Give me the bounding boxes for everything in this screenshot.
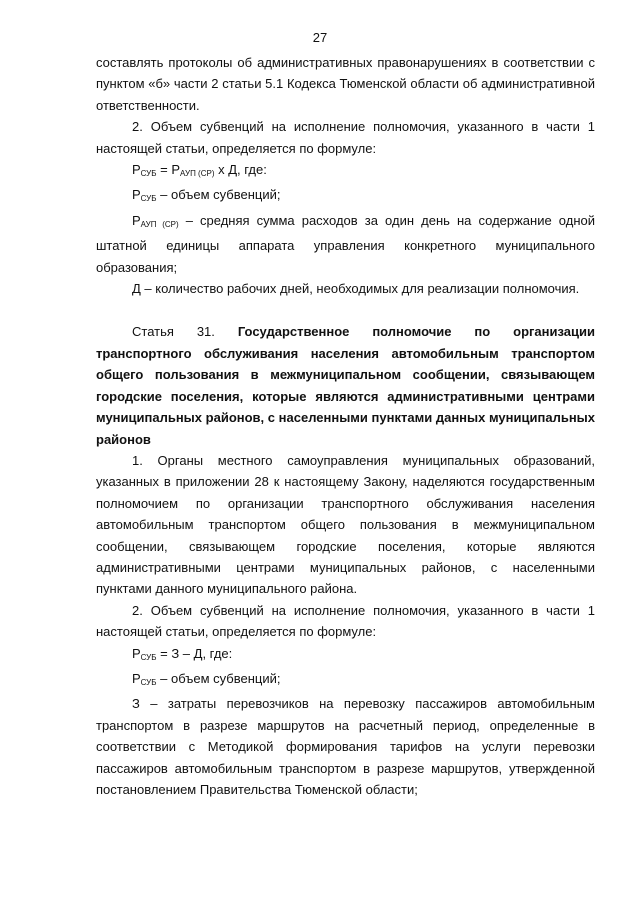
page-number: 27 [312, 30, 328, 45]
formula-lhs-subscript: СУБ [140, 169, 157, 179]
formula-article-30 [96, 159, 595, 184]
paragraph-subsidy-article-31: 2. Объем субвенций на исполнение полномочия, указанного в части 1 настоящей статьи, определяется по формуле: [96, 602, 595, 640]
article-title: Государственное полномочие по организации транспортного обслуживания населения автомобильным транспортом общего пользования в межмуниципальном сообщении, связывающем городские поселения, которые являются административными центрами муниципальных районов, с населенными пунктами данных муниципальных районов [96, 324, 595, 447]
definition-symbol: Р [132, 670, 141, 686]
section-gap [96, 299, 595, 321]
paragraph-organs: 1. Органы местного самоуправления муниципальных образований, указанных в приложении 28 к настоящему Закону, наделяются государственным полномочием по организации транспортного обслуживания населения автомобильным транспортом общего пользования в межмуниципальном сообщении, связывающем городские поселения, которые являются административными центрами муниципальных районов, с населенными пунктами данного муниципального района. [96, 452, 595, 597]
formula-eq: = Р [156, 162, 181, 178]
definition-text: – средняя сумма расходов за один день на содержание одной штатной единицы аппарата управления конкретного муниципального образования; [96, 212, 596, 275]
definition-symbol: Р [132, 212, 141, 228]
formula-rhs-subscript: АУП (СР) [180, 169, 215, 179]
article-heading [96, 321, 595, 449]
definition-psub [96, 184, 595, 209]
definition-paup [96, 210, 595, 278]
formula-lhs-subscript: СУБ [140, 652, 157, 662]
formula-lhs: Р [132, 645, 141, 661]
formula-lhs: Р [132, 162, 141, 178]
definition-psub-31 [96, 668, 595, 693]
definition-subscript: СУБ [140, 677, 157, 687]
article-label: Статья 31. [132, 324, 215, 340]
paragraph-subsidy-article-30: 2. Объем субвенций на исполнение полномочия, указанного в части 1 настоящей статьи, определяется по формуле: [96, 119, 595, 156]
definition-text: – количество рабочих дней, необходимых для реализации полномочия. [140, 281, 580, 297]
definition-subscript: АУП (СР) [140, 219, 179, 229]
definition-symbol: Р [132, 187, 141, 203]
definition-days [96, 278, 595, 299]
formula-article-31 [96, 643, 595, 668]
formula-tail: = З – Д, где: [156, 645, 233, 661]
definition-symbol: З [132, 696, 140, 712]
formula-tail: х Д, где: [214, 162, 267, 178]
paragraph-continuation: составлять протоколы об административных правонарушениях в соответствии с пунктом «б» части 2 статьи 5.1 Кодекса Тюменской области об административной ответственности. [96, 55, 595, 113]
definition-text: – затраты перевозчиков на перевозку пассажиров автомобильным транспортом в разрезе маршрутов на расчетный период, определенные в соответствии с Методикой формирования тарифов на услуги перевозки пассажиров автомобильным транспортом в разрезе маршрутов, утвержденной постановлением Правительства Тюменской области; [96, 696, 595, 797]
definition-symbol: Д [132, 281, 141, 297]
definition-text: – объем субвенций; [156, 670, 281, 686]
definition-costs [96, 693, 595, 800]
definition-subscript: СУБ [140, 194, 157, 204]
definition-text: – объем субвенций; [156, 187, 281, 203]
document-body [96, 52, 595, 800]
